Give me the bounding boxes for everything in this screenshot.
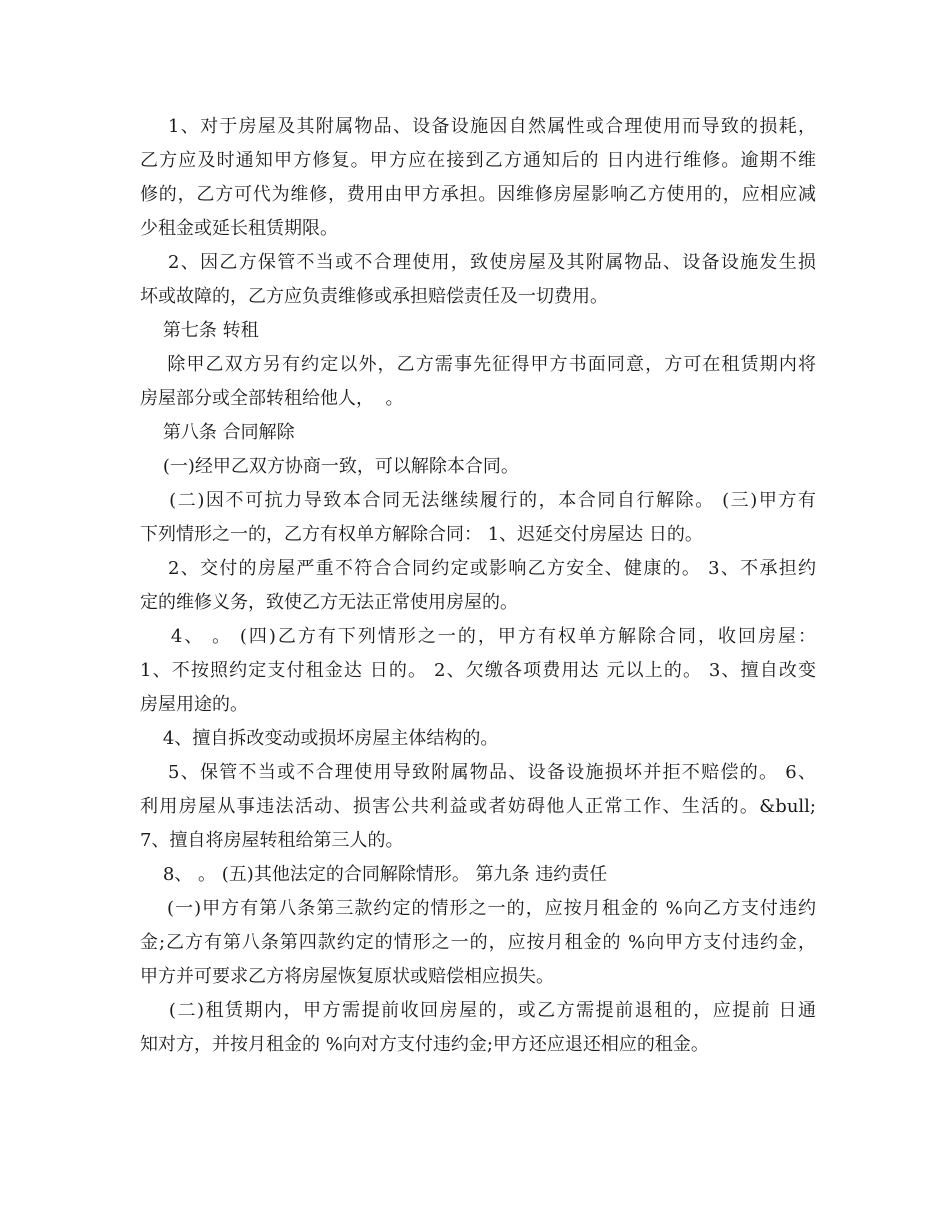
text-line: 1、对于房屋及其附属物品、设备设施因自然属性或合理使用而导致的损耗，	[140, 116, 816, 137]
text-line: 知对方，并按月租金的 %向对方支付违约金;甲方还应退还相应的租金。	[140, 1034, 709, 1055]
text-line: 定的维修义务，致使乙方无法正常使用房屋的。	[140, 592, 518, 613]
text-line: 8、 。 (五)其他法定的合同解除情形。 第九条 违约责任	[140, 864, 608, 885]
text-line: 4、擅自拆改变动或损坏房屋主体结构的。	[140, 728, 499, 749]
text-line: 2、因乙方保管不当或不合理使用，致使房屋及其附属物品、设备设施发生损	[140, 252, 816, 273]
text-line: 房屋部分或全部转租给他人， 。	[140, 388, 404, 409]
text-line: 少租金或延长租赁期限。	[140, 218, 338, 239]
text-line: (二)租赁期内，甲方需提前收回房屋的，或乙方需提前退租的，应提前 日通	[140, 1000, 816, 1021]
text-line: 2、交付的房屋严重不符合合同约定或影响乙方安全、健康的。 3、不承担约	[140, 558, 816, 579]
text-line: 甲方并可要求乙方将房屋恢复原状或赔偿相应损失。	[140, 966, 554, 987]
text-line: 利用房屋从事违法活动、损害公共利益或者妨碍他人正常工作、生活的。&bull;	[140, 796, 816, 817]
text-line: 5、保管不当或不合理使用导致附属物品、设备设施损坏并拒不赔偿的。 6、	[140, 762, 816, 783]
text-line: 金;乙方有第八条第四款约定的情形之一的，应按月租金的 %向甲方支付违约金，	[140, 932, 816, 953]
text-line: 4、 。 (四)乙方有下列情形之一的，甲方有权单方解除合同，收回房屋：	[140, 626, 816, 647]
text-line: 7、擅自将房屋转租给第三人的。	[140, 830, 404, 851]
text-line: 房屋用途的。	[140, 694, 248, 715]
text-line: 下列情形之一的，乙方有权单方解除合同： 1、迟延交付房屋达 日的。	[140, 524, 703, 545]
text-line: 修的，乙方可代为维修，费用由甲方承担。因维修房屋影响乙方使用的，应相应减	[140, 184, 816, 205]
section-heading: 第八条 合同解除	[140, 422, 295, 443]
text-line: (二)因不可抗力导致本合同无法继续履行的，本合同自行解除。 (三)甲方有	[140, 490, 816, 511]
text-line: 除甲乙双方另有约定以外，乙方需事先征得甲方书面同意，方可在租赁期内将	[140, 354, 816, 375]
text-line: 乙方应及时通知甲方修复。甲方应在接到乙方通知后的 日内进行维修。逾期不维	[140, 150, 816, 171]
document-body	[140, 110, 816, 1062]
text-line: (一)经甲乙双方协商一致，可以解除本合同。	[140, 456, 519, 477]
text-line: 1、不按照约定支付租金达 日的。 2、欠缴各项费用达 元以上的。 3、擅自改变	[140, 660, 816, 681]
text-line: 坏或故障的，乙方应负责维修或承担赔偿责任及一切费用。	[140, 286, 608, 307]
section-heading: 第七条 转租	[140, 320, 259, 341]
text-line: (一)甲方有第八条第三款约定的情形之一的，应按月租金的 %向乙方支付违约	[140, 898, 816, 919]
